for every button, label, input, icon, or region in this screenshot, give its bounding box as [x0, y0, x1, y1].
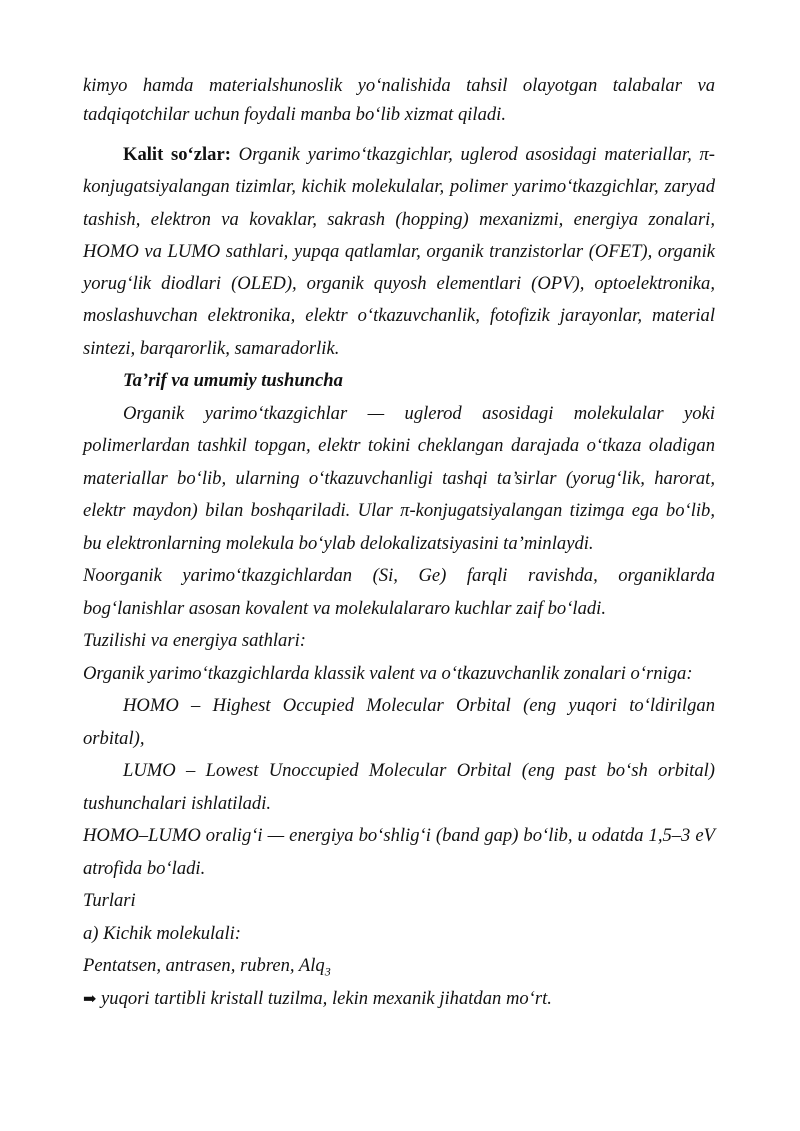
- structure-heading: Tuzilishi va energiya sathlari:: [83, 630, 306, 652]
- types-a-heading: a) Kichik molekulali:: [83, 922, 242, 944]
- page-content: [83, 71, 715, 1016]
- comparison-paragraph: Noorganik yarimo‘tkazgichlardan (Si, Ge) farqli ravishda, organiklarda bog‘lanishlar asosan kovalent va molekulalararo kuchlar zaif bo‘ladi.: [83, 565, 715, 619]
- examples-line: [83, 950, 715, 983]
- intro-paragraph: kimyo hamda materialshunoslik yo‘nalishida tahsil olayotgan talabalar va tadqiqotchilar uchun foydali manba bo‘lib xizmat qiladi.: [83, 75, 715, 125]
- band-gap-paragraph: HOMO–LUMO oralig‘i — energiya bo‘shlig‘i (band gap) bo‘lib, u odatda 1,5–3 eV atrofida bo‘ladi.: [83, 825, 715, 879]
- lumo-definition: LUMO – Lowest Unoccupied Molecular Orbital (eng past bo‘sh orbital) tushunchalari ishlatiladi.: [83, 760, 715, 814]
- note-text: yuqori tartibli kristall tuzilma, lekin mexanik jihatdan mo‘rt.: [96, 987, 552, 1009]
- note-line: [83, 983, 715, 1017]
- keywords-paragraph: [83, 139, 715, 365]
- section-heading: Ta’rif va umumiy tushuncha: [123, 370, 343, 392]
- examples-subscript: 3: [324, 964, 331, 979]
- keywords-text: Organik yarimo‘tkazgichlar, uglerod asosidagi materiallar, π-konjugatsiyalangan tizimlar, kichik molekulalar, polimer yarimo‘tkazgichlar, zaryad tashish, elektron va kovaklar, sakrash (hopping) mexanizmi, energiya zonalari, HOMO va LUMO sathlari, yupqa qatlamlar, organik tranzistorlar (OFET), organik yorug‘lik diodlari (OLED), organik quyosh elementlari (OPV), optoelektronika, moslashuvchan elektronika, elektr o‘tkazuvchanlik, fotofizik jarayonlar, material sintezi, barqarorlik, samaradorlik.: [83, 144, 715, 359]
- types-heading: Turlari: [83, 890, 136, 912]
- examples-text: Pentatsen, antrasen, rubren, Alq: [83, 955, 325, 977]
- keywords-label: Kalit so‘zlar:: [123, 144, 231, 165]
- structure-intro: Organik yarimo‘tkazgichlarda klassik valent va o‘tkazuvchanlik zonalari o‘rniga:: [83, 662, 693, 684]
- homo-definition: HOMO – Highest Occupied Molecular Orbital (eng yuqori to‘ldirilgan orbital),: [83, 695, 715, 749]
- right-arrow-icon: ➡: [83, 990, 97, 1008]
- definition-paragraph: Organik yarimo‘tkazgichlar — uglerod asosidagi molekulalar yoki polimerlardan tashkil topgan, elektr tokini cheklangan darajada o‘tkaza oladigan materiallar bo‘lib, ularning o‘tkazuvchanligi tashqi ta’sirlar (yorug‘lik, harorat, elektr maydon) bilan boshqariladi. Ular π-konjugatsiyalangan tizimga ega bo‘lib, bu elektronlarning molekula bo‘ylab delokalizatsiyasini ta’minlaydi.: [83, 402, 715, 554]
